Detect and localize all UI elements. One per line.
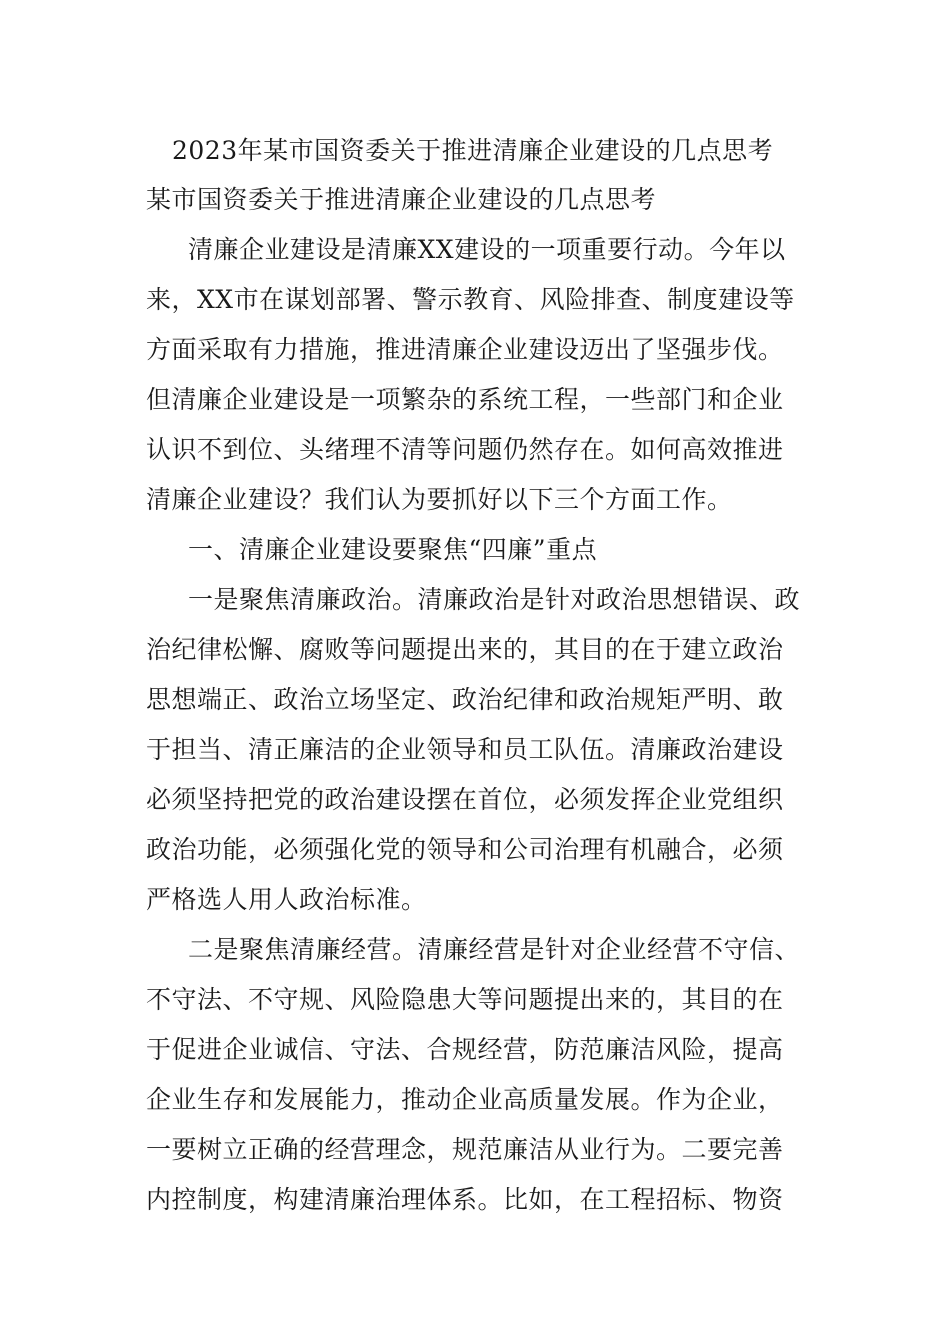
- paragraph-line: 但清廉企业建设是一项繁杂的系统工程，一些部门和企业: [146, 385, 784, 414]
- paragraph-line: 政治功能，必须强化党的领导和公司治理有机融合，必须: [146, 835, 784, 864]
- paragraph-line: 必须坚持把党的政治建设摆在首位，必须发挥企业党组织: [146, 785, 784, 814]
- doc-subtitle: 某市国资委关于推进清廉企业建设的几点思考: [146, 185, 657, 214]
- paragraph-line: 认识不到位、头绪理不清等问题仍然存在。如何高效推进: [146, 435, 784, 464]
- paragraph-line: 不守法、不守规、风险隐患大等问题提出来的，其目的在: [146, 985, 784, 1014]
- paragraph-line: 清廉企业建设？我们认为要抓好以下三个方面工作。: [146, 485, 733, 514]
- paragraph-line: 严格选人用人政治标准。: [146, 885, 427, 914]
- paragraph-line: 一要树立正确的经营理念，规范廉洁从业行为。二要完善: [146, 1135, 784, 1164]
- paragraph-line: 企业生存和发展能力，推动企业高质量发展。作为企业，: [146, 1085, 784, 1114]
- paragraph-line: 来，XX市在谋划部署、警示教育、风险排查、制度建设等: [146, 285, 795, 314]
- paragraph-line: 方面采取有力措施，推进清廉企业建设迈出了坚强步伐。: [146, 335, 784, 364]
- paragraph-line: 思想端正、政治立场坚定、政治纪律和政治规矩严明、敢: [146, 685, 784, 714]
- paragraph-line: 一是聚焦清廉政治。清廉政治是针对政治思想错误、政: [188, 585, 801, 614]
- doc-title: 2023年某市国资委关于推进清廉企业建设的几点思考: [172, 136, 774, 165]
- section-heading: 一、清廉企业建设要聚焦“四廉”重点: [188, 535, 598, 564]
- paragraph-line: 治纪律松懈、腐败等问题提出来的，其目的在于建立政治: [146, 635, 784, 664]
- paragraph-line: 于担当、清正廉洁的企业领导和员工队伍。清廉政治建设: [146, 735, 784, 764]
- paragraph-line: 二是聚焦清廉经营。清廉经营是针对企业经营不守信、: [188, 935, 801, 964]
- paragraph-line: 于促进企业诚信、守法、合规经营，防范廉洁风险，提高: [146, 1035, 784, 1064]
- paragraph-line: 清廉企业建设是清廉XX建设的一项重要行动。今年以: [188, 235, 786, 264]
- paragraph-line: 内控制度，构建清廉治理体系。比如，在工程招标、物资: [146, 1185, 784, 1214]
